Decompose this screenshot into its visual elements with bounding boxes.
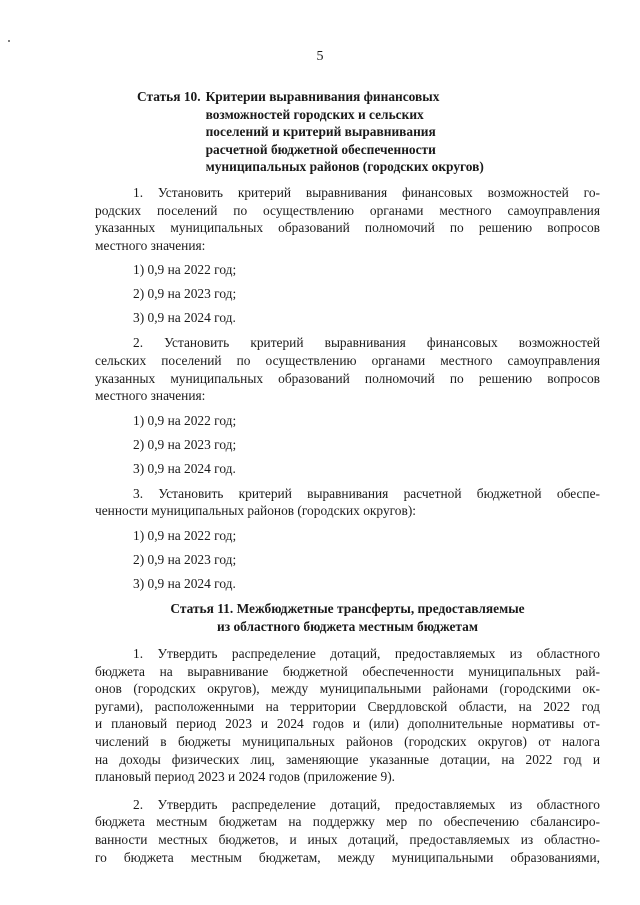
list-item: 3) 0,9 на 2024 год. (133, 575, 236, 591)
paragraph-line: сельских поселений по осуществлению органами местного самоуправления (95, 352, 600, 368)
paragraph-line: на доходы физических лиц, заменяющие указанные дотации, на 2022 год и (95, 751, 600, 767)
list-item: 1) 0,9 на 2022 год; (133, 527, 237, 543)
article-11-paragraph-2 (95, 796, 600, 866)
paragraph-line: 3. Установить критерий выравнивания расчетной бюджетной обеспе- (133, 485, 600, 501)
paragraph-line: указанных муниципальных образований полномочий по решению вопросов (95, 370, 600, 386)
article-11-title-line: Статья 11. Межбюджетные трансферты, предоставляемые (170, 600, 525, 616)
paragraph-line: 1. Утвердить распределение дотаций, предоставляемых из областного (133, 646, 600, 662)
paragraph-line: 1. Установить критерий выравнивания финансовых возможностей го- (133, 184, 600, 200)
article-10-title-line: Критерии выравнивания финансовых (205, 89, 440, 104)
paragraph-line: числений в бюджеты муниципальных районов (городских округов) от налога (95, 734, 600, 750)
paragraph-line: местного значения: (95, 237, 206, 253)
list-item: 3) 0,9 на 2024 год. (133, 310, 236, 326)
page-number: 5 (316, 49, 324, 64)
paragraph-line: 2. Установить критерий выравнивания финансовых возможностей (133, 335, 600, 351)
article-10-p2-list (95, 409, 600, 481)
article-10-title (206, 88, 484, 176)
scan-artifact (8, 40, 10, 42)
article-11-title-line: из областного бюджета местным бюджетам (217, 618, 478, 634)
paragraph-line: онов (городских округов), между муниципальными районами (городскими ок- (95, 681, 600, 697)
paragraph-line: и плановый период 2023 и 2024 годов и (или) дополнительные нормативы от- (95, 716, 600, 732)
article-10-paragraph-2 (95, 334, 600, 404)
paragraph-line: указанных муниципальных образований полномочий по решению вопросов (95, 220, 600, 236)
list-item: 2) 0,9 на 2023 год; (133, 551, 237, 567)
article-10-paragraph-1 (95, 184, 600, 254)
paragraph-line: местного значения: (95, 388, 206, 404)
article-10-title-line: поселений и критерий выравнивания (205, 124, 436, 140)
list-item: 1) 0,9 на 2022 год; (133, 412, 237, 428)
article-10-paragraph-3 (95, 485, 600, 520)
article-10-label: Статья 10. (137, 89, 201, 104)
paragraph-line: ругами), расположенными на территории Свердловской области, на 2022 год (95, 698, 600, 714)
paragraph-line: плановый период 2023 и 2024 годов (приложение 9). (95, 769, 396, 785)
list-item: 3) 0,9 на 2024 год. (133, 460, 236, 476)
paragraph-line: 2. Утвердить распределение дотаций, предоставляемых из областного (133, 796, 600, 812)
article-10-p3-list (95, 524, 600, 596)
list-item: 1) 0,9 на 2022 год; (133, 262, 237, 278)
article-10-title-line: расчетной бюджетной обеспеченности (205, 141, 436, 157)
paragraph-line: ченности муниципальных районов (городских округов): (95, 503, 416, 519)
article-10-title-line: муниципальных районов (городских округов) (205, 159, 484, 175)
article-11-paragraph-1 (95, 645, 600, 786)
document-body (95, 88, 600, 866)
article-10-p1-list (95, 258, 600, 330)
list-item: 2) 0,9 на 2023 год; (133, 286, 237, 302)
article-10-title-line: возможностей городских и сельских (205, 106, 424, 122)
list-item: 2) 0,9 на 2023 год; (133, 436, 237, 452)
paragraph-line: бюджета на выравнивание бюджетной обеспеченности муниципальных рай- (95, 663, 600, 679)
article-11-heading (95, 600, 600, 635)
paragraph-line: родских поселений по осуществлению органами местного самоуправления (95, 202, 600, 218)
paragraph-line: бюджета местным бюджетам на поддержку мер по обеспечению сбалансиро- (95, 814, 600, 830)
paragraph-line: го бюджета местным бюджетам, между муниципальными образованиями, (95, 849, 600, 865)
article-10-heading (137, 88, 600, 176)
paragraph-line: ванности местных бюджетов, и иных дотаций, предоставляемых из областно- (95, 832, 600, 848)
